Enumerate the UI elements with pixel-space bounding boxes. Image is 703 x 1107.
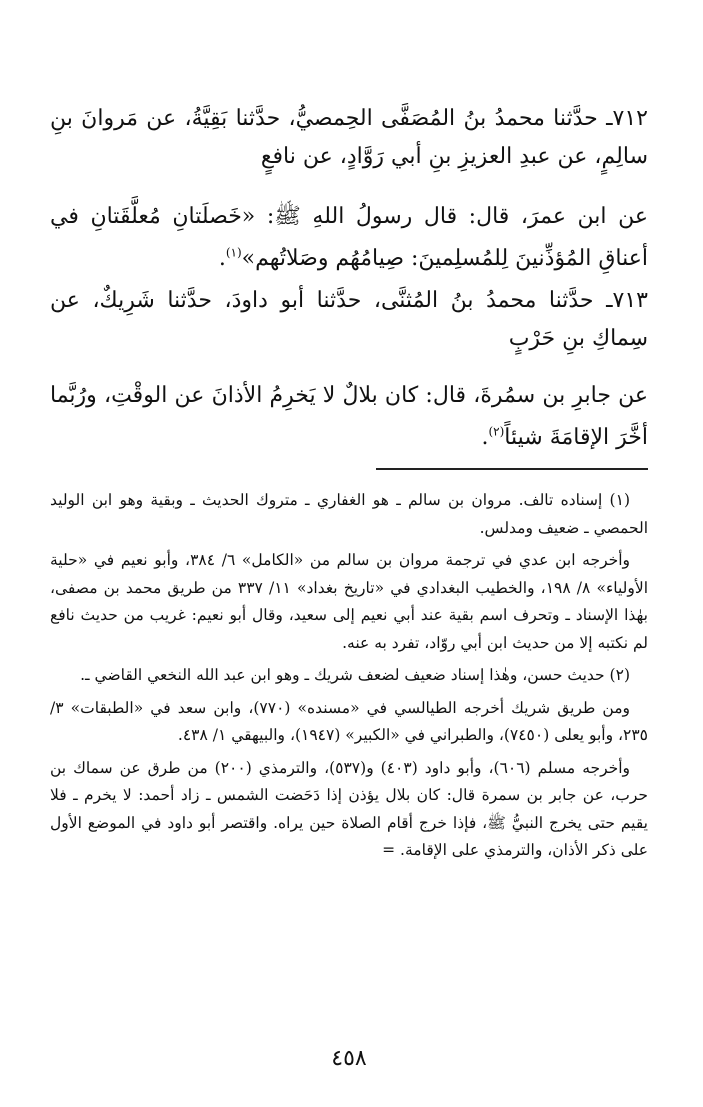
hadith-713-matn: عن جابرِ بن سمُرةَ، قال: كان بلالٌ لا يَخرِمُ الأذانَ عن الوقْتِ، ورُبَّما أخَّرَ الإقامَةَ شيئاً — [50, 383, 648, 450]
hadith-712-isnad: ٧١٢ـ حدَّثنا محمدُ بنُ المُصَفَّى الحِمصيُّ، حدَّثنا بَقِيَّةُ، عن مَروانَ بنِ سالِمٍ، عن عبدِ العزيزِ بنِ أبي رَوَّادٍ، عن نافعٍ — [50, 106, 648, 169]
footnote-2-sources-a: ومن طريق شريك أخرجه الطيالسي في «مسنده» (٧٧٠)، وابن سعد في «الطبقات» ٣/ ٢٣٥، وأبو يعلى (٧٤٥٠)، والطبراني في «الكبير» (١٩٤٧)، والبيهقي ١/ ٤٣٨. — [50, 698, 648, 744]
hadith-712-matn-line — [50, 196, 648, 280]
hadith-712-matn: عن ابن عمرَ، قال: قال رسولُ اللهِ ﷺ: «خَصلَتانِ مُعلَّقَتانِ في أعناقِ المُؤذِّنينَ لِلمُسلِمينَ: صِيامُهُم وصَلاتُهم» — [50, 204, 648, 271]
footnote-1: (١) إسناده تالف. مروان بن سالم ـ هو الغفاري ـ متروك الحديث ـ وبقية وهو ابن الوليد الحمصي ـ ضعيف ومدلس. — [50, 491, 648, 537]
hadith-713-matn-block — [50, 375, 648, 459]
footnote-separator — [376, 468, 648, 470]
hadith-713-matn-line — [50, 375, 648, 459]
footnote-1-sources: وأخرجه ابن عدي في ترجمة مروان بن سالم من «الكامل» ٦/ ٣٨٤، وأبو نعيم في «حلية الأولياء» ٨/ ١٩٨، والخطيب البغدادي في «تاريخ بغداد» ١١/ ٣٣٧ من طريق محمد بن مصفى، بهٰذا الإسناد ـ وتحرف اسم بقية عند أبي نعيم إلى سعيد، وقال أبو نعيم: غريب من حديث نافع لم نكتبه إلا من حديث ابن أبي روّاد، تفرد به عنه. — [50, 551, 649, 652]
hadith-712-isnad-block — [50, 100, 648, 176]
footnote-ref-2[interactable]: (٢) — [488, 424, 505, 439]
footnote-2: (٢) حديث حسن، وهٰذا إسناد ضعيف لضعف شريك ـ وهو ابن عبد الله النخعي القاضي ـ. — [80, 666, 630, 684]
page-number: ٤٥٨ — [331, 1046, 367, 1071]
hadith-712-end: . — [218, 246, 226, 271]
book-page — [50, 0, 648, 1107]
hadith-713-isnad-block — [50, 282, 648, 358]
hadith-712-matn-block — [50, 196, 648, 280]
footnote-2-sources-b: وأخرجه مسلم (٦٠٦)، وأبو داود (٤٠٣) و(٥٣٧)، والترمذي (٢٠٠) من طرق عن سماك بن حرب، عن جابر بن سمرة قال: كان بلال يؤذن إذا دَحَضت الشمس ـ زاد أحمد: لا يخرم ـ فلا يقيم حتى يخرج النبيُّ ﷺ، فإذا خرج أقام الصلاة حين يراه. واقتصر أبو داود في الموضع الأول على ذكر الأذان، والترمذي على الإقامة. = — [50, 758, 648, 859]
hadith-713-end: . — [481, 425, 489, 450]
hadith-713-isnad: ٧١٣ـ حدَّثنا محمدُ بنُ المُثنَّى، حدَّثنا أبو داودَ، حدَّثنا شَرِيكٌ، عن سِماكِ بنِ حَرْبٍ — [50, 288, 648, 351]
footnotes — [50, 487, 648, 870]
footnote-ref-1[interactable]: (١) — [225, 245, 242, 260]
